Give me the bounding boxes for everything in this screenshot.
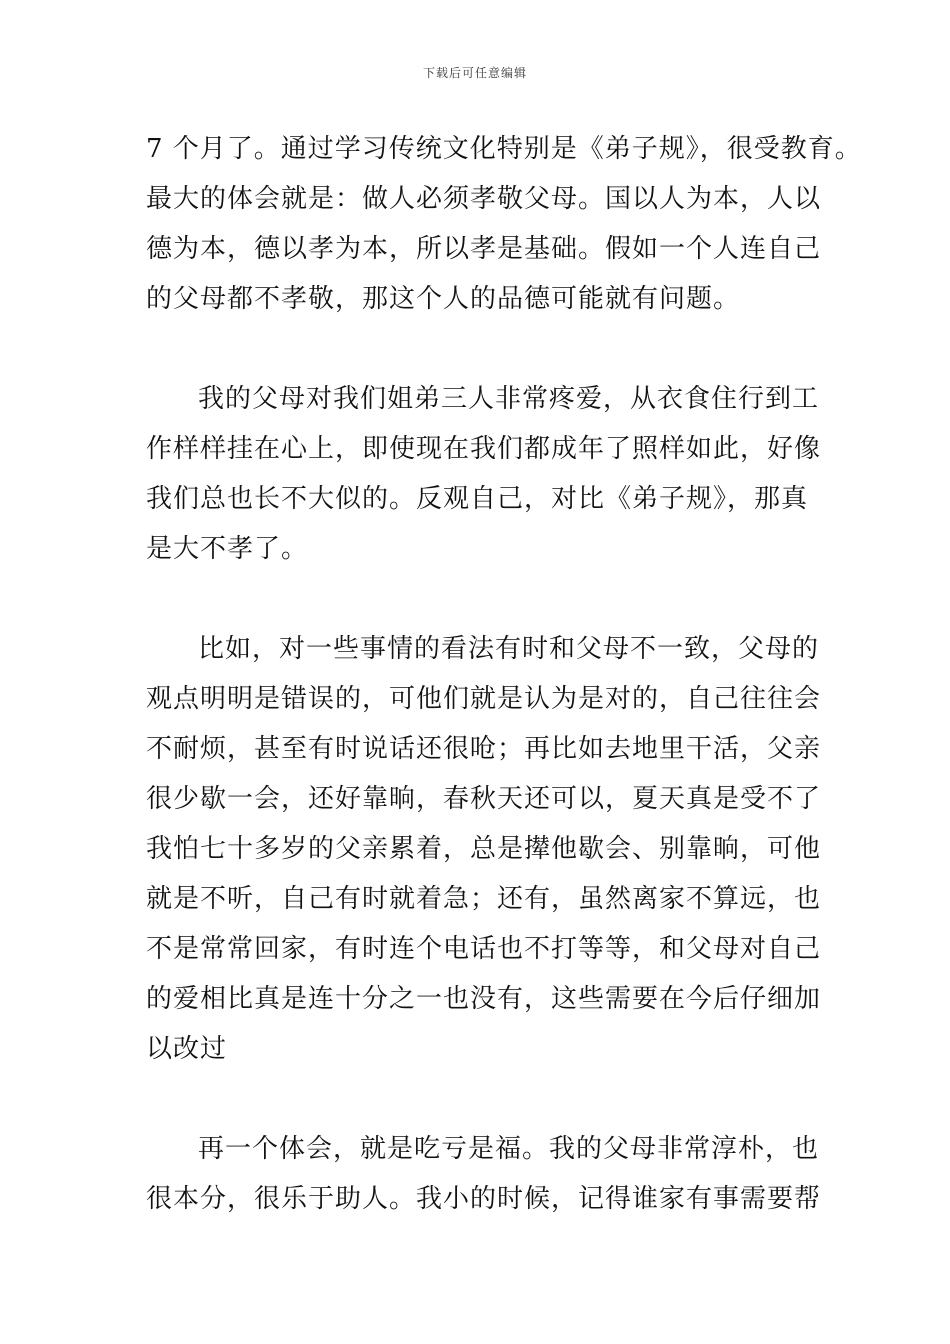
text-line: 7 个月了。通过学习传统文化特别是《弟子规》，很受教育。 xyxy=(146,134,862,164)
document-body xyxy=(146,124,862,1224)
text-line: 是大不孝了。 xyxy=(146,534,309,564)
text-line: 不耐烦，甚至有时说话还很呛；再比如去地里干活，父亲 xyxy=(146,734,822,764)
paragraph xyxy=(146,124,862,324)
text-line: 很本分，很乐于助人。我小的时候，记得谁家有事需要帮 xyxy=(146,1184,822,1214)
text-line: 再一个体会，就是吃亏是福。我的父母非常淳朴，也 xyxy=(198,1134,820,1164)
text-line: 最大的体会就是：做人必须孝敬父母。国以人为本，人以 xyxy=(146,184,822,214)
text-line: 的爱相比真是连十分之一也没有，这些需要在今后仔细加 xyxy=(146,984,822,1014)
text-line: 我的父母对我们姐弟三人非常疼爱，从衣食住行到工 xyxy=(198,384,820,414)
paragraph xyxy=(146,624,826,1074)
text-line: 我怕七十多岁的父亲累着，总是撵他歇会、别靠晌，可他 xyxy=(146,834,822,864)
text-line: 德为本，德以孝为本，所以孝是基础。假如一个人连自己 xyxy=(146,234,822,264)
text-line: 比如，对一些事情的看法有时和父母不一致，父母的 xyxy=(198,634,820,664)
paragraph-gap xyxy=(146,574,826,624)
text-line: 我们总也长不大似的。反观自己，对比《弟子规》，那真 xyxy=(146,484,809,514)
text-line: 作样样挂在心上，即使现在我们都成年了照样如此，好像 xyxy=(146,434,822,464)
text-line: 不是常常回家，有时连个电话也不打等等，和父母对自己 xyxy=(146,934,822,964)
paragraph xyxy=(146,374,826,574)
page-header: 下载后可任意编辑 xyxy=(422,66,527,80)
text-line: 观点明明是错误的，可他们就是认为是对的，自己往往会 xyxy=(146,684,822,714)
paragraph-gap xyxy=(146,324,826,374)
paragraph xyxy=(146,1124,826,1224)
text-line: 以改过 xyxy=(146,1034,228,1064)
text-line: 就是不听，自己有时就着急；还有，虽然离家不算远，也 xyxy=(146,884,822,914)
paragraph-gap xyxy=(146,1074,826,1124)
text-line: 很少歇一会，还好靠晌，春秋天还可以，夏天真是受不了 xyxy=(146,784,822,814)
text-line: 的父母都不孝敬，那这个人的品德可能就有问题。 xyxy=(146,284,741,314)
